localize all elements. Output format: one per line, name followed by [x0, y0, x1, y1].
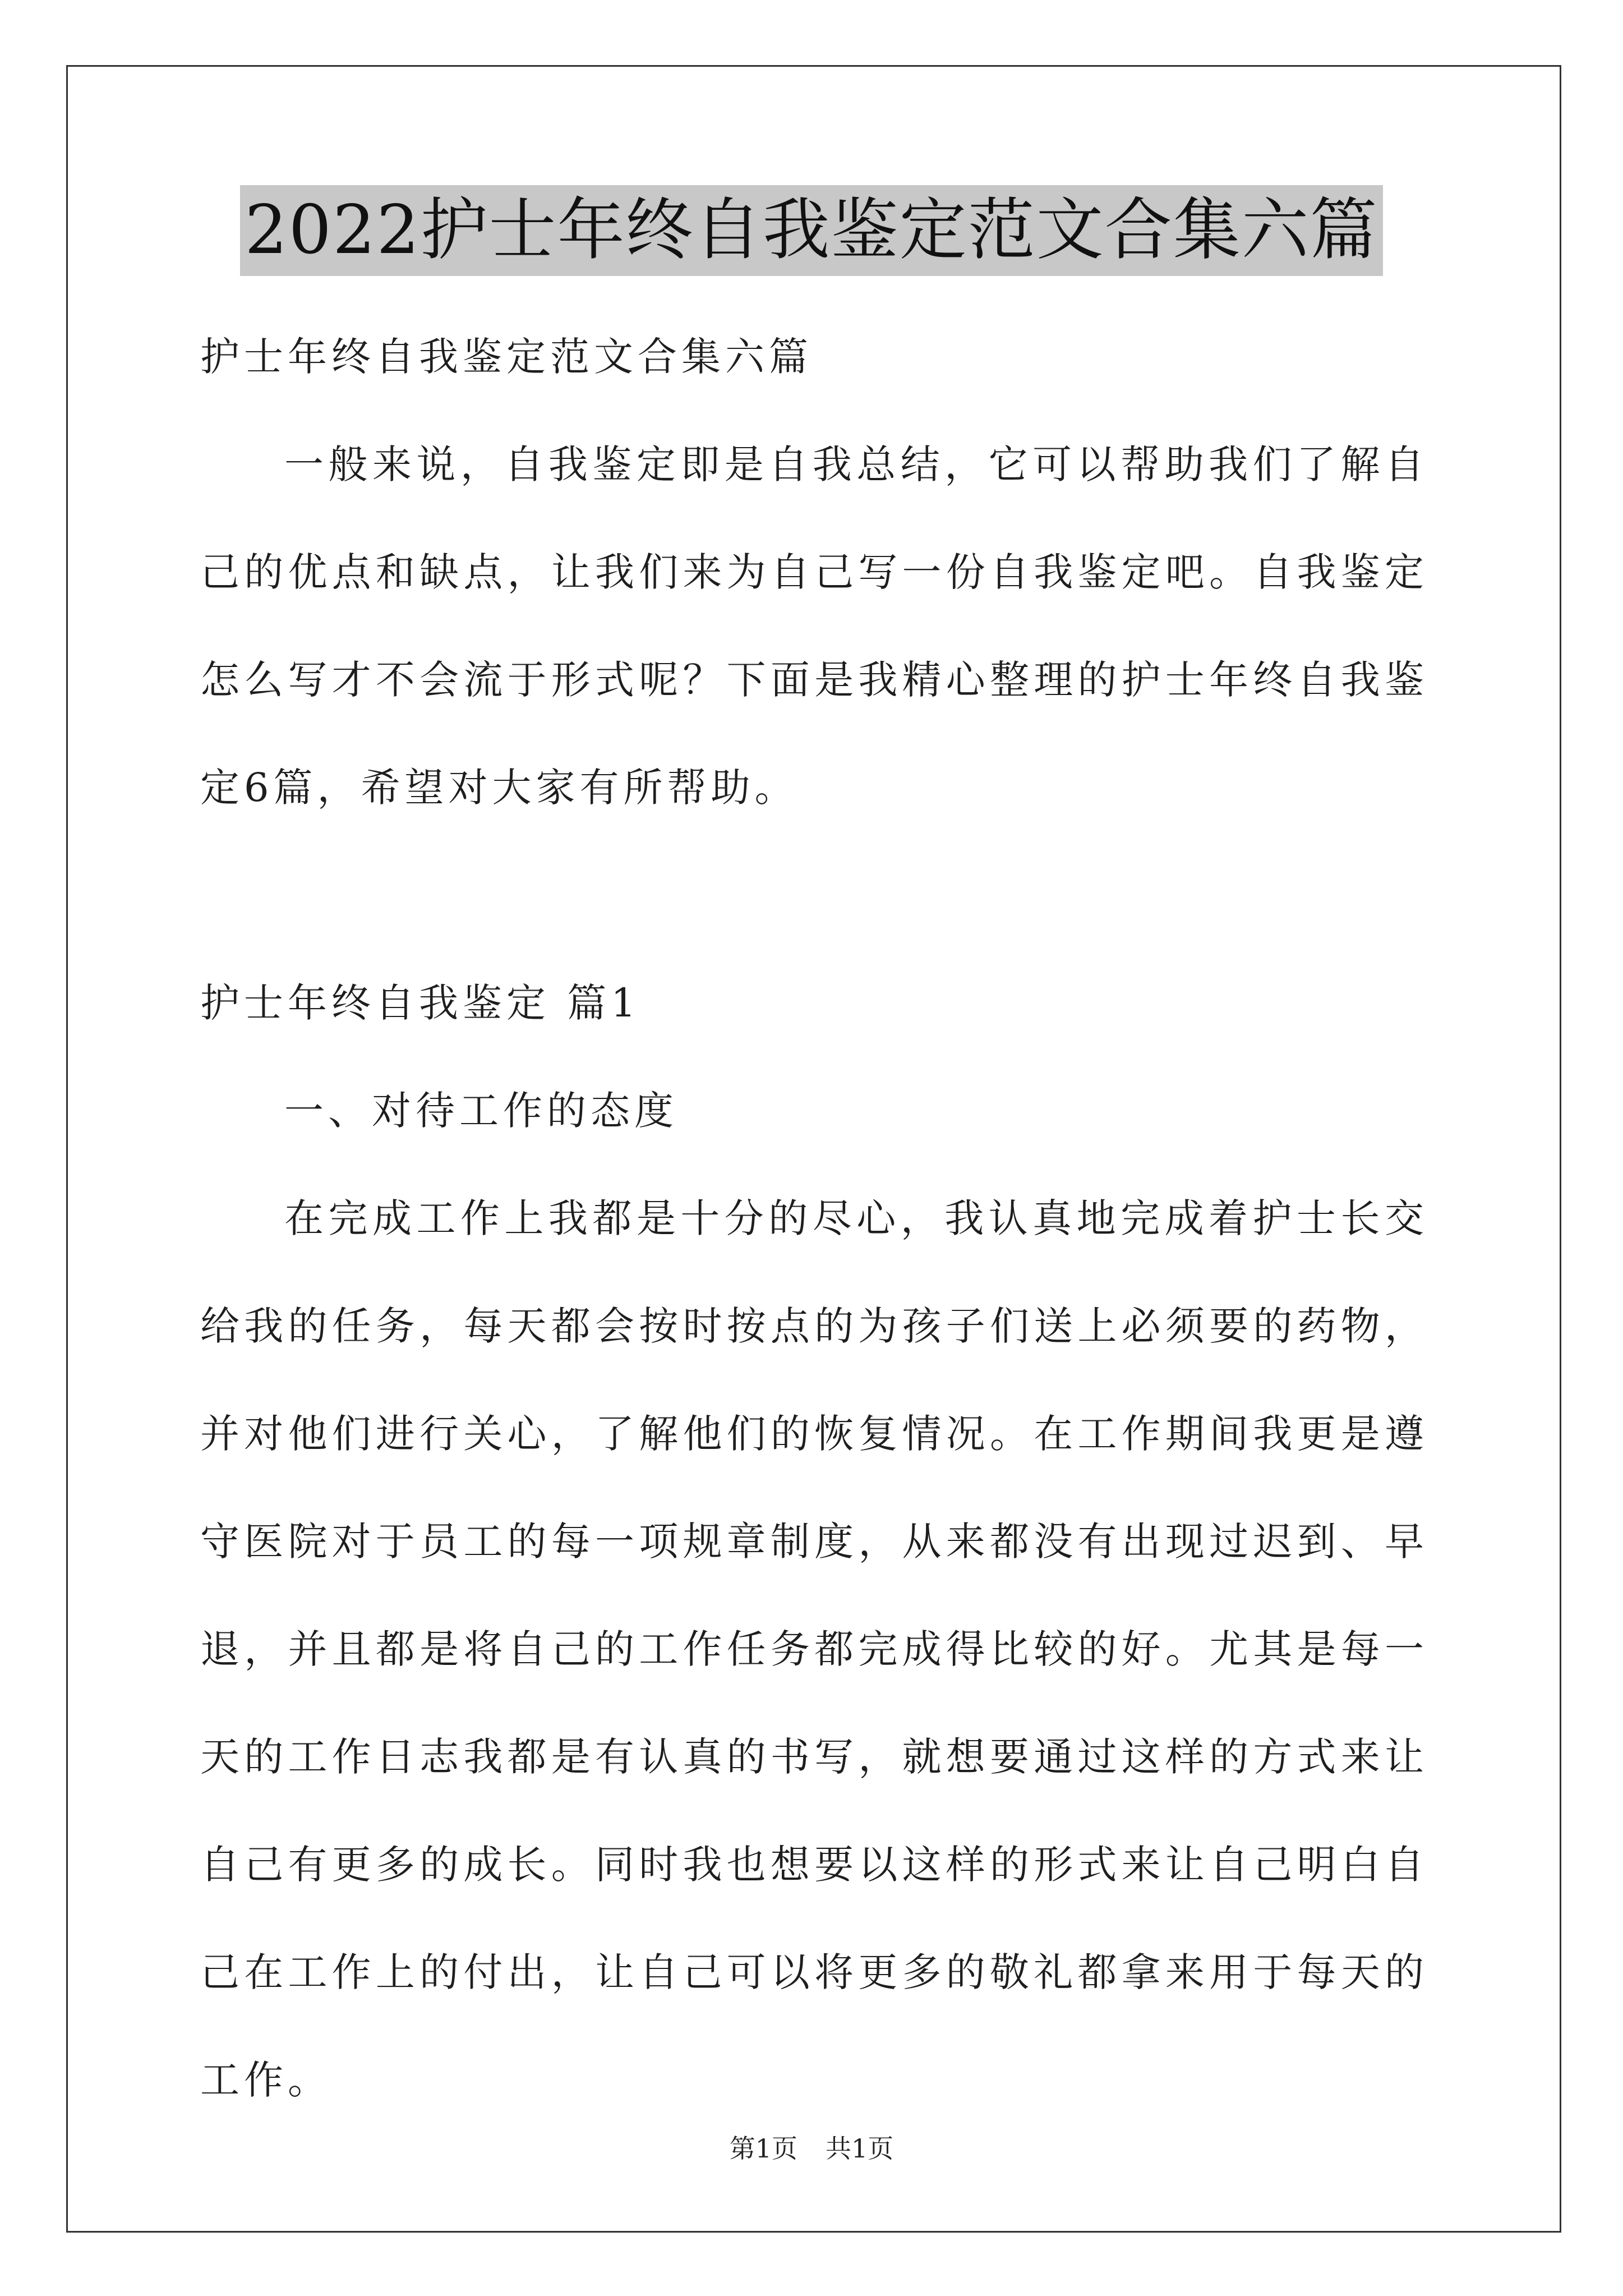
document-title: 2022护士年终自我鉴定范文合集六篇	[240, 185, 1382, 276]
page-number-total: 共1页	[826, 2133, 894, 2164]
intro-paragraph: 一般来说，自我鉴定即是自我总结，它可以帮助我们了解自己的优点和缺点，让我们来为自己写一份自我鉴定吧。自我鉴定怎么写才不会流于形式呢？下面是我精心整理的护士年终自我鉴定6篇，希望对大家有所帮助。	[200, 441, 1428, 811]
section-subheading: 一、对待工作的态度	[284, 1088, 678, 1134]
section-heading: 护士年终自我鉴定 篇1	[200, 980, 640, 1026]
document-subtitle: 护士年终自我鉴定范文合集六篇	[200, 334, 813, 380]
document-body	[200, 303, 1428, 2134]
page-number-current: 第1页	[729, 2133, 797, 2164]
title-container	[0, 185, 1623, 276]
page-footer	[0, 2132, 1623, 2165]
section-spacer	[200, 841, 1428, 949]
section-body-paragraph: 在完成工作上我都是十分的尽心，我认真地完成着护士长交给我的任务，每天都会按时按点的为孩子们送上必须要的药物，并对他们进行关心，了解他们的恢复情况。在工作期间我更是遵守医院对于员工的每一项规章制度，从来都没有出现过迟到、早退，并且都是将自己的工作任务都完成得比较的好。尤其是每一天的工作日志我都是有认真的书写，就想要通过这样的方式来让自己有更多的成长。同时我也想要以这样的形式来让自己明白自己在工作上的付出，让自己可以将更多的敬礼都拿来用于每天的工作。	[200, 1195, 1428, 2103]
